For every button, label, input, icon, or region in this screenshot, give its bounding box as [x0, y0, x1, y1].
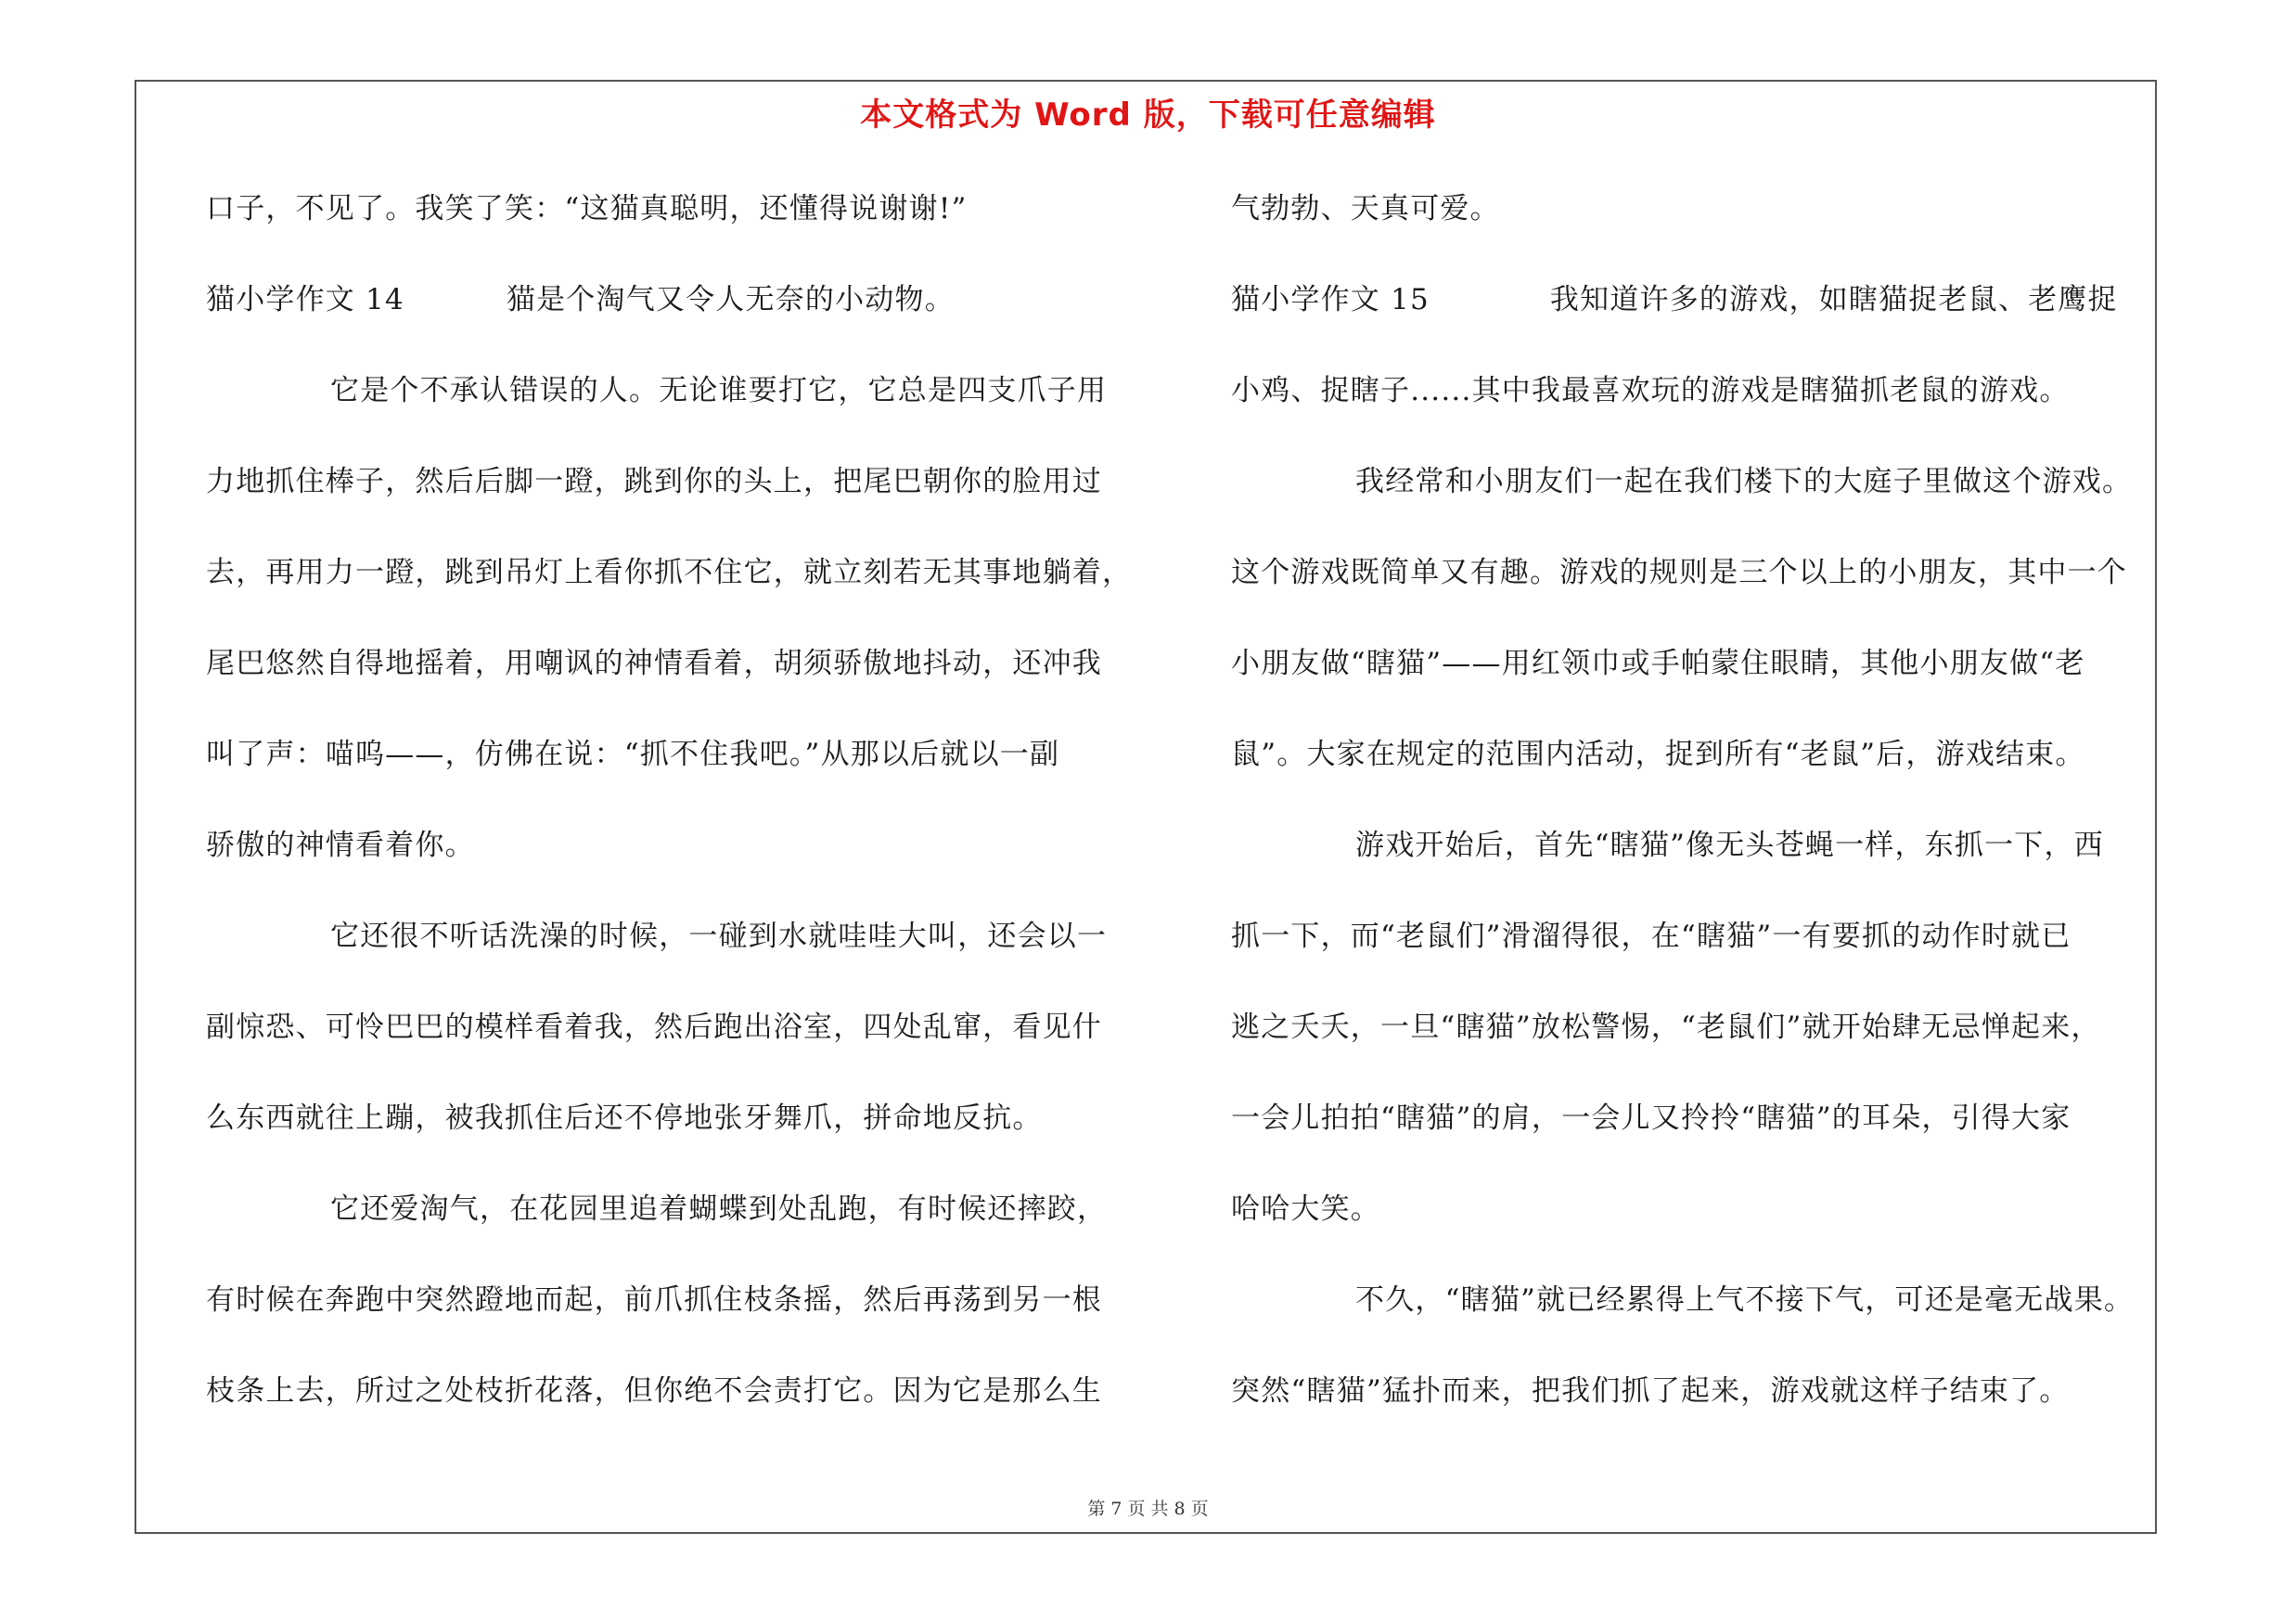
paragraph-line: 力地抓住棒子，然后后脚一蹬，跳到你的头上，把尾巴朝你的脸用过: [206, 465, 1102, 498]
paragraph-line: 副惊恐、可怜巴巴的模样看着我，然后跑出浴室，四处乱窜，看见什: [206, 1011, 1102, 1044]
essay-heading-15: [1231, 281, 2118, 318]
paragraph-line: 去，再用力一蹬，跳到吊灯上看你抓不住它，就立刻若无其事地躺着，: [206, 556, 1133, 589]
paragraph-line: 叫了声：喵呜——，仿佛在说：“抓不住我吧。”从那以后就以一副: [206, 738, 1060, 771]
paragraph-line: 我经常和小朋友们一起在我们楼下的大庭子里做这个游戏。: [1355, 465, 2133, 498]
paragraph-line: 它还爱淘气，在花园里追着蝴蝶到处乱跑，有时候还摔跤，: [330, 1192, 1108, 1226]
paragraph-line: 突然“瞎猫”猛扑而来，把我们抓了起来，游戏就这样子结束了。: [1231, 1374, 2070, 1408]
paragraph-line: 鼠”。大家在规定的范围内活动，捉到所有“老鼠”后，游戏结束。: [1231, 738, 2085, 771]
heading-text: 我知道许多的游戏，如瞎猫捉老鼠、老鹰捉: [1549, 283, 2118, 316]
paragraph-line: 这个游戏既简单又有趣。游戏的规则是三个以上的小朋友，其中一个: [1231, 556, 2127, 589]
text-line: 气勃勃、天真可爱。: [1231, 192, 1500, 225]
paragraph-line: 它是个不承认错误的人。无论谁要打它，它总是四支爪子用: [330, 374, 1108, 407]
paragraph-line: 枝条上去，所过之处枝折花落，但你绝不会责打它。因为它是那么生: [206, 1374, 1102, 1408]
paragraph-line: 哈哈大笑。: [1231, 1192, 1380, 1226]
paragraph-line: 小朋友做“瞎猫”——用红领巾或手帕蒙住眼睛，其他小朋友做“老: [1231, 647, 2085, 680]
format-banner: 本文格式为 Word 版，下载可任意编辑: [860, 97, 1436, 134]
paragraph-line: 它还很不听话洗澡的时候，一碰到水就哇哇大叫，还会以一: [330, 920, 1108, 953]
paragraph-line: 有时候在奔跑中突然蹬地而起，前爪抓住枝条摇，然后再荡到另一根: [206, 1283, 1102, 1317]
heading-title: 猫小学作文 15: [1231, 283, 1430, 316]
paragraph-line: 么东西就往上蹦，被我抓住后还不停地张牙舞爪，拼命地反抗。: [206, 1101, 1043, 1135]
heading-text: 猫是个淘气又令人无奈的小动物。: [506, 283, 955, 316]
heading-title: 猫小学作文 14: [206, 283, 404, 316]
paragraph-line: 逃之夭夭，一旦“瞎猫”放松警惕，“老鼠们”就开始肆无忌惮起来，: [1231, 1011, 2101, 1044]
paragraph-line: 不久，“瞎猫”就已经累得上气不接下气，可还是毫无战果。: [1355, 1283, 2135, 1317]
paragraph-line: 一会儿拍拍“瞎猫”的肩，一会儿又拎拎“瞎猫”的耳朵，引得大家: [1231, 1101, 2072, 1135]
text-line: 小鸡、捉瞎子......其中我最喜欢玩的游戏是瞎猫抓老鼠的游戏。: [1231, 374, 2070, 407]
paragraph-line: 尾巴悠然自得地摇着，用嘲讽的神情看着，胡须骄傲地抖动，还冲我: [206, 647, 1102, 680]
essay-heading-14: [206, 281, 955, 318]
paragraph-line: 抓一下，而“老鼠们”滑溜得很，在“瞎猫”一有要抓的动作时就已: [1231, 920, 2072, 953]
text-line: 口子，不见了。我笑了笑：“这猫真聪明，还懂得说谢谢!”: [206, 192, 968, 225]
paragraph-line: 游戏开始后，首先“瞎猫”像无头苍蝇一样，东抓一下，西: [1355, 829, 2104, 862]
page-number: 第 7 页 共 8 页: [1087, 1499, 1209, 1519]
paragraph-line: 骄傲的神情看着你。: [206, 829, 475, 862]
